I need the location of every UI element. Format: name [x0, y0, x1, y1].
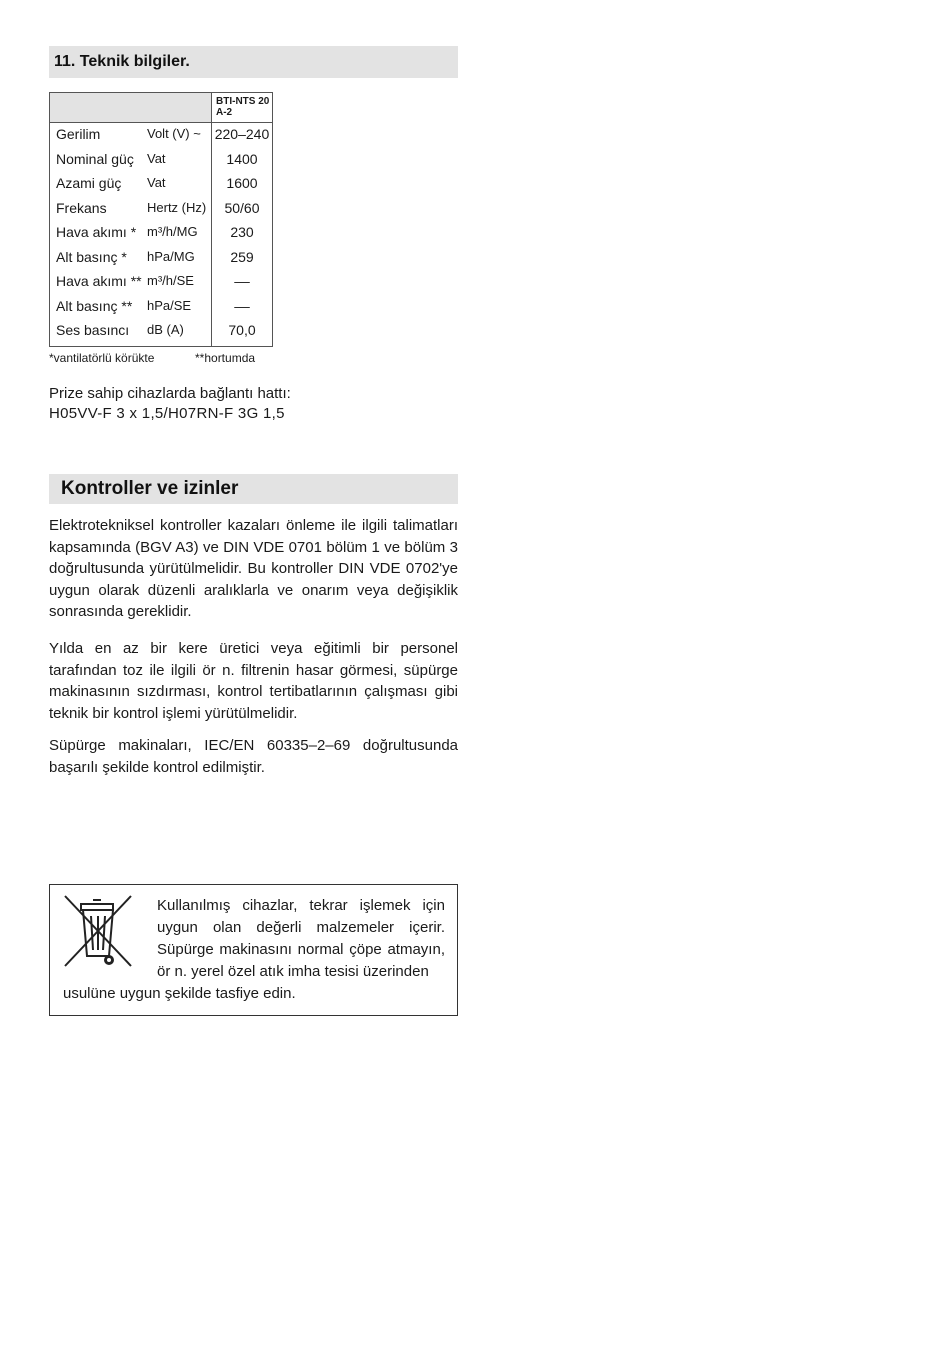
- spec-value: ––: [234, 297, 250, 314]
- footnote-hose: **hortumda: [195, 351, 256, 365]
- table-row: [50, 319, 272, 344]
- table-row: [50, 246, 272, 271]
- spec-unit: m³/h/MG: [147, 224, 198, 239]
- spec-label: Frekans: [56, 199, 107, 216]
- disposal-text: Kullanılmış cihazlar, tekrar işlemek için uygun olan değerli malzemeler içerir. Süpürge makinasını normal çöpe atmayın, ör n. yerel özel atık imha tesisi üzerinden: [157, 897, 445, 980]
- table-row: [50, 295, 272, 320]
- spec-table-header: [50, 93, 272, 123]
- connection-label: Prize sahip cihazlarda bağlantı hattı:: [49, 385, 291, 402]
- controls-heading: Kontroller ve izinler: [49, 474, 458, 504]
- table-row: [50, 270, 272, 295]
- spec-value: 50/60: [224, 199, 260, 216]
- controls-paragraph-2: Yılda en az bir kere üretici veya eğitimli bir personel tarafından toz ile ilgili ör n. filtrenin hasar görmesi, süpürge makinasının sızdırması, kontrol tertibatlarının çalışması gibi teknik bir kontrol işlemi yürütülmelidir.: [49, 640, 458, 722]
- spec-value: ––: [234, 273, 250, 289]
- table-row: [50, 172, 272, 197]
- spec-unit: Volt (V) ~: [147, 126, 201, 141]
- controls-paragraph-3: Süpürge makinaları, IEC/EN 60335–2–69 doğrultusunda başarılı şekilde kontrol edilmiştir.: [49, 737, 458, 776]
- spec-value: 1400: [226, 150, 258, 167]
- crossed-out-wheelie-bin-icon: [63, 894, 133, 972]
- controls-paragraph-1: Elektrotekniksel kontroller kazaları önleme ile ilgili talimatları kapsamında (BGV A3) ve DIN VDE 0701 bölüm 1 ve bölüm 3 doğrultusunda yürütülmelidir. Bu kontroller DIN VDE 0702'ye uygun olarak düzenli aralıklarla ve onarım veya değişiklik sonrasında gereklidir.: [49, 517, 458, 620]
- spec-label: Hava akımı *: [56, 224, 137, 240]
- spec-label: Alt basınç **: [56, 297, 133, 314]
- spec-label: Alt basınç *: [56, 248, 127, 265]
- spec-table: [49, 92, 273, 347]
- disposal-text-last: usulüne uygun şekilde tasfiye edin.: [63, 985, 296, 1002]
- spec-unit: Vat: [147, 175, 166, 190]
- spec-unit: Hertz (Hz): [147, 199, 207, 215]
- spec-value: 1600: [226, 175, 258, 191]
- technical-heading: 11. Teknik bilgiler.: [49, 46, 458, 78]
- model-header: BTI-NTS 20 A-2: [211, 93, 272, 122]
- table-row: [50, 148, 272, 173]
- spec-value: 259: [230, 248, 254, 265]
- spec-label: Hava akımı **: [56, 273, 142, 289]
- spec-unit: Vat: [147, 150, 166, 166]
- spec-label: Ses basıncı: [56, 322, 130, 338]
- table-row: [50, 197, 272, 222]
- spec-unit: m³/h/SE: [147, 273, 194, 288]
- spec-label: Azami güç: [56, 175, 122, 191]
- spec-value: 70,0: [228, 322, 256, 338]
- table-row: [50, 221, 272, 246]
- spec-unit: dB (A): [147, 322, 184, 337]
- table-row: [50, 123, 272, 148]
- spec-label: Nominal güç: [56, 150, 134, 167]
- footnote-fan: *vantilatörlü körükte: [49, 351, 155, 365]
- connection-value: H05VV-F 3 x 1,5/H07RN-F 3G 1,5: [49, 405, 285, 422]
- spec-unit: hPa/MG: [147, 248, 195, 264]
- spec-label: Gerilim: [56, 126, 101, 142]
- spec-value: 230: [230, 224, 254, 240]
- disposal-notice: [49, 884, 458, 1016]
- spec-value: 220–240: [214, 126, 270, 142]
- spec-unit: hPa/SE: [147, 297, 192, 313]
